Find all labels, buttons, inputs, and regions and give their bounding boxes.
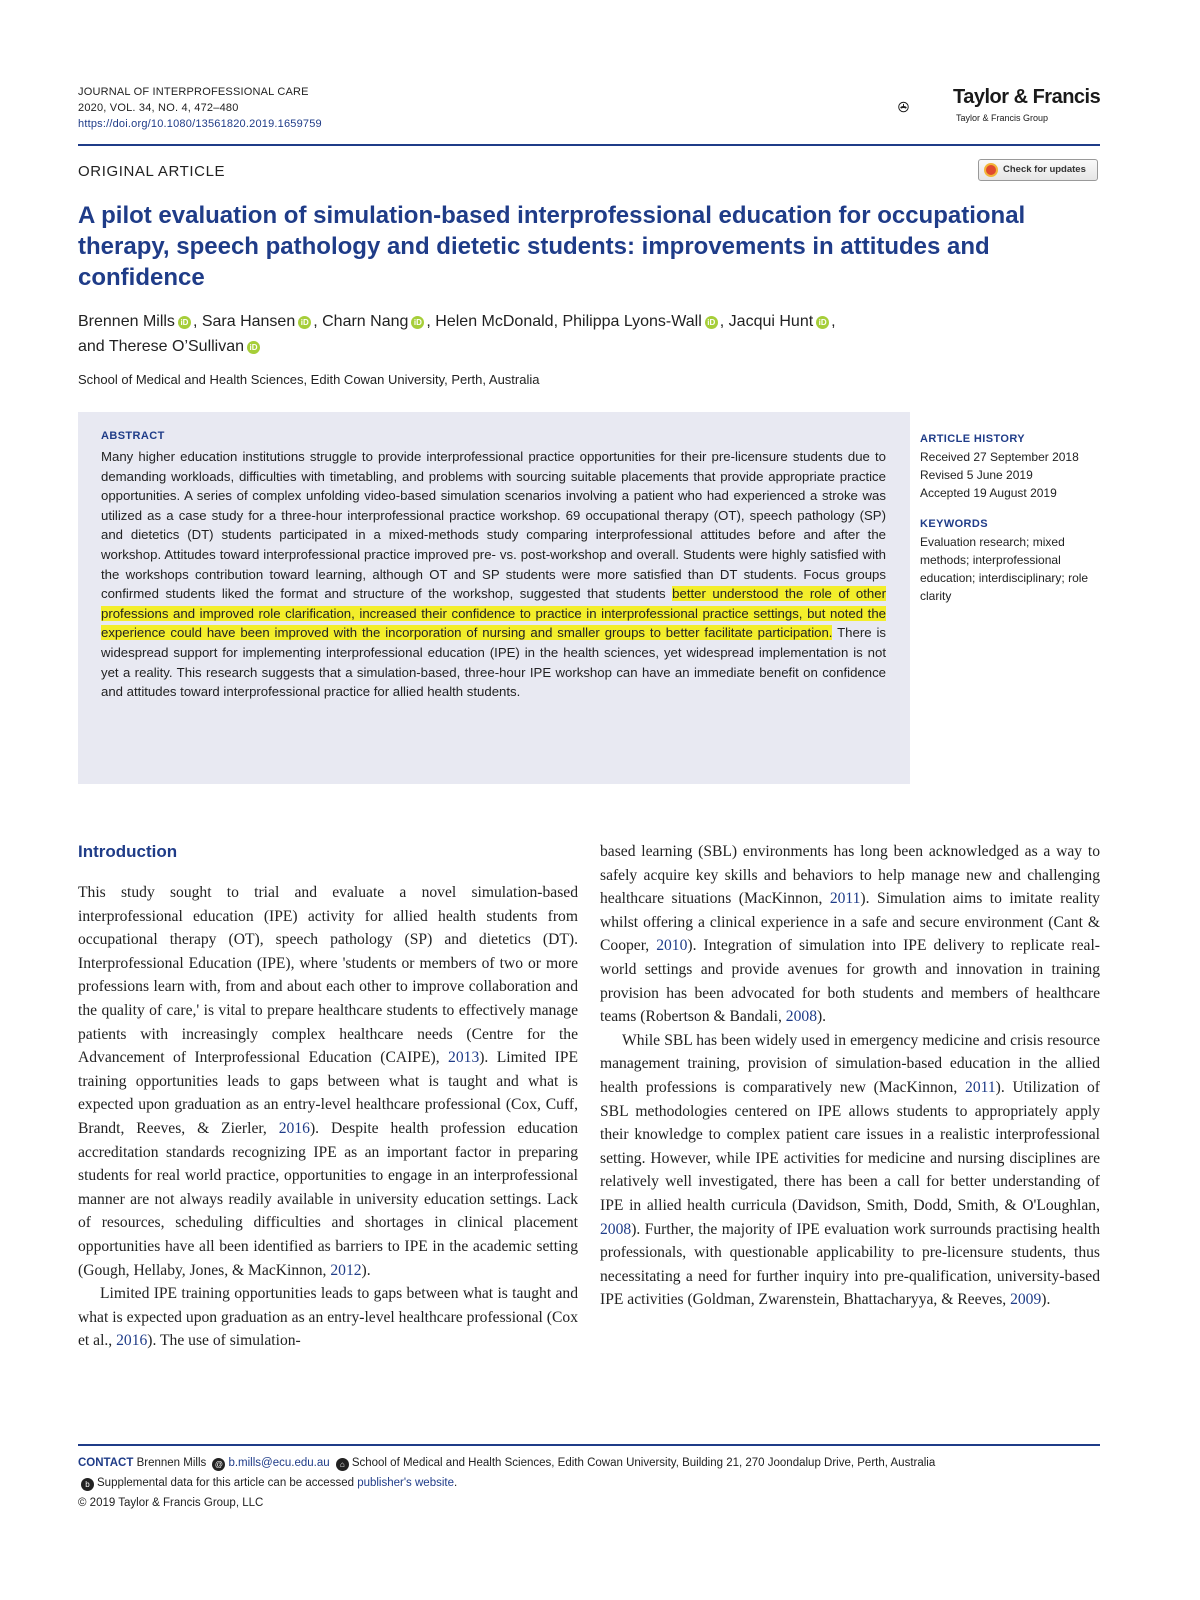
citation-link[interactable]: 2011 <box>965 1078 996 1096</box>
abstract-highlight: better understood the role of other professions and improved role clarification, increased their confidence to practice in interprofessional practice settings, but noted the experience could have been improved with the incorporation of nursing and smaller groups to better facilitate participation. <box>101 586 886 641</box>
citation-link[interactable]: 2009 <box>1010 1291 1042 1309</box>
section-heading: Introduction <box>78 842 178 861</box>
journal-citation: 2020, VOL. 34, NO. 4, 472–480 <box>78 102 239 114</box>
check-updates-button[interactable] <box>978 159 1098 181</box>
citation-link[interactable]: 2011 <box>829 890 861 908</box>
publisher-name: Taylor & Francis <box>953 86 1101 108</box>
article-history <box>920 430 1110 502</box>
crossmark-icon <box>984 163 998 177</box>
body-column-left <box>78 840 578 1353</box>
paragraph: While SBL has been widely used in emergency medicine and crisis resource management training, provision of simulation-based education in the allied health professions is comparatively new (MacKinnon, 2011). Utilization of SBL methodologies centered on IPE allows students to appropriately apply their knowledge to complex patient care issues in a realistic interprofessional setting. However, while IPE activities for medicine and nursing disciplines are relatively well investigated, there has been a call for better understanding of IPE in allied health curricula (Davidson, Smith, Dodd, Smith, & O'Loughlan, 2008). Further, the majority of IPE evaluation work surrounds practising health professionals, with questionable applicability to pre-licensure students, thus necessitating a need for further inquiry into pre-qualification, university-based IPE activities (Goldman, Zwarenstein, Bhattacharyya, & Reeves, 2009). <box>600 1031 1100 1309</box>
abstract-body: There is widespread support for implementing interprofessional education (IPE) in the health sciences, yet widespread implementation is not yet a reality. This research suggests that a simulation-based, three-hour IPE workshop can have an immediate benefit on confidence and attitudes toward interprofessional practice for allied health students. <box>101 625 886 700</box>
citation-link[interactable]: 2013 <box>448 1049 480 1067</box>
article-type: ORIGINAL ARTICLE <box>78 163 226 180</box>
contact-label: CONTACT <box>78 1457 134 1469</box>
affiliation: School of Medical and Health Sciences, Edith Cowan University, Perth, Australia <box>78 372 540 387</box>
received-date: Received 27 September 2018 <box>920 450 1079 464</box>
abstract-body: Many higher education institutions struggle to provide interprofessional practice opportunities for their pre-licensure students due to demanding workloads, difficulties with timetabling, and problems with sourcing suitable placements that provide appropriate practice opportunities. A series of complex unfolding video-based simulation scenarios involving a patient who had experienced a stroke was utilized as a case study for a three-hour interprofessional practice workshop. 69 occupational therapy (OT), speech pathology (SP) and dietetics (DT) students participated in a mixed-methods study comparing interprofessional attitudes before and after the workshop. Attitudes toward interprofessional practice improved pre- vs. post-workshop and overall. Students were highly satisfied with the workshops contribution toward learning, although OT and SP students were more satisfied than DT students. Focus groups confirmed students liked the format and structure of the workshop, suggested that students <box>101 449 886 602</box>
copyright: © 2019 Taylor & Francis Group, LLC <box>78 1497 264 1509</box>
author-name: Charn Nang <box>322 313 409 330</box>
revised-date: Revised 5 June 2019 <box>920 468 1033 482</box>
body-column-right <box>600 840 1100 1312</box>
contact-name: Brennen Mills <box>136 1457 207 1469</box>
orcid-icon[interactable]: iD <box>247 341 260 354</box>
orcid-icon[interactable]: iD <box>298 316 311 329</box>
paragraph: based learning (SBL) environments has long been acknowledged as a way to safely acquire key skills and behaviors to help manage new and challenging healthcare situations (MacKinnon, 2011). Simulation aims to imitate reality whilst offering a clinical experience in a safe and secure environment (Cant & Cooper, 2010). Integration of simulation into IPE delivery to replicate real-world settings and provide avenues for growth and innovation in training provision has been advocated for both students and members of healthcare teams (Robertson & Bandali, 2008). <box>600 843 1100 1026</box>
footer: CONTACT Brennen Mills @ b.mills@ecu.edu.au ⌂ School of Medical and Health Sciences, Edith Cowan University, Building 21, 270 Joondalup Drive, Perth, Australia b Supplemental data for this article can be accessed publisher's website. © 2019 Taylor & Francis Group, LLC <box>78 1453 1108 1513</box>
citation-link[interactable]: 2008 <box>785 1008 817 1026</box>
author-name: Therese O’Sullivan <box>108 338 245 355</box>
orcid-icon[interactable]: iD <box>816 316 829 329</box>
journal-name: JOURNAL OF INTERPROFESSIONAL CARE <box>78 86 309 98</box>
footer-rule <box>78 1444 1100 1446</box>
email-icon: @ <box>212 1458 225 1471</box>
orcid-icon[interactable]: iD <box>178 316 191 329</box>
supplemental-icon: b <box>81 1478 94 1491</box>
contact-address: School of Medical and Health Sciences, Edith Cowan University, Building 21, 270 Joondalup Drive, Perth, Australia <box>351 1457 936 1469</box>
article-title: A pilot evaluation of simulation-based interprofessional education for occupational therapy, speech pathology and dietetic students: improvements in attitudes and confidence <box>78 202 1026 291</box>
check-updates-label: Check for updates <box>1003 164 1086 175</box>
citation-link[interactable]: 2010 <box>656 937 688 955</box>
doi-link[interactable]: https://doi.org/10.1080/13561820.2019.1659759 <box>78 118 322 130</box>
address-icon: ⌂ <box>336 1458 349 1471</box>
abstract-heading: ABSTRACT <box>101 430 165 442</box>
author-name: Helen McDonald, Philippa Lyons-Wall <box>435 313 702 330</box>
keywords-text: Evaluation research; mixed methods; interprofessional education; interdisciplinary; role clarity <box>920 535 1089 603</box>
author-name: Brennen Mills <box>78 313 175 330</box>
author-name: Jacqui Hunt <box>728 313 814 330</box>
publisher-group: Taylor & Francis Group <box>956 113 1049 123</box>
taylor-francis-logo-icon <box>898 84 948 130</box>
keywords <box>920 515 1110 605</box>
header-rule <box>78 144 1100 146</box>
journal-header <box>78 84 322 132</box>
author-list: Brennen Mills iD , Sara Hansen iD , Charn Nang iD , Helen McDonald, Philippa Lyons-Wall iD , Jacqui Hunt iD , and Therese O’Sullivan iD <box>78 313 836 355</box>
supplemental-text: Supplemental data for this article can be accessed <box>97 1477 354 1489</box>
orcid-icon[interactable]: iD <box>705 316 718 329</box>
keywords-heading: KEYWORDS <box>920 518 988 530</box>
citation-link[interactable]: 2008 <box>600 1220 632 1238</box>
citation-link[interactable]: 2016 <box>116 1332 148 1350</box>
article-history-heading: ARTICLE HISTORY <box>920 433 1026 445</box>
accepted-date: Accepted 19 August 2019 <box>920 486 1057 500</box>
email-link[interactable]: b.mills@ecu.edu.au <box>228 1457 330 1469</box>
author-conjunction: and <box>78 338 105 355</box>
publisher-website-link[interactable]: publisher's website <box>357 1477 454 1489</box>
author-name: Sara Hansen <box>201 313 296 330</box>
citation-link[interactable]: 2012 <box>330 1261 362 1279</box>
orcid-icon[interactable]: iD <box>411 316 424 329</box>
citation-link[interactable]: 2016 <box>278 1119 310 1137</box>
abstract-text <box>101 447 886 702</box>
paragraph: Limited IPE training opportunities leads to gaps between what is taught and what is expected upon graduation as an entry-level healthcare professional (Cox et al., 2016). The use of simulation- <box>78 1285 578 1350</box>
paragraph: This study sought to trial and evaluate a novel simulation-based interprofessional education (IPE) activity for allied health students from occupational therapy (OT), speech pathology (SP) and dietetics (DT). Interprofessional Education (IPE), where 'students or members of two or more professions learn with, from and about each other to improve collaboration and the quality of care,' is vital to prepare healthcare students to effectively manage patients with increasingly complex healthcare needs (Centre for the Advancement of Interprofessional Education (CAIPE), 2013). Limited IPE training opportunities leads to gaps between what is taught and what is expected upon graduation as an entry-level healthcare professional (Cox, Cuff, Brandt, Reeves, & Zierler, 2016). Despite health profession education accreditation standards recognizing IPE as an important factor in preparing students for real world practice, opportunities to engage in an interprofessional manner are not always readily available in university education settings. Lack of resources, scheduling difficulties and shortages in clinical placement opportunities have all been identified as barriers to IPE in the academic setting (Gough, Hellaby, Jones, & MacKinnon, 2012). <box>78 884 578 1279</box>
